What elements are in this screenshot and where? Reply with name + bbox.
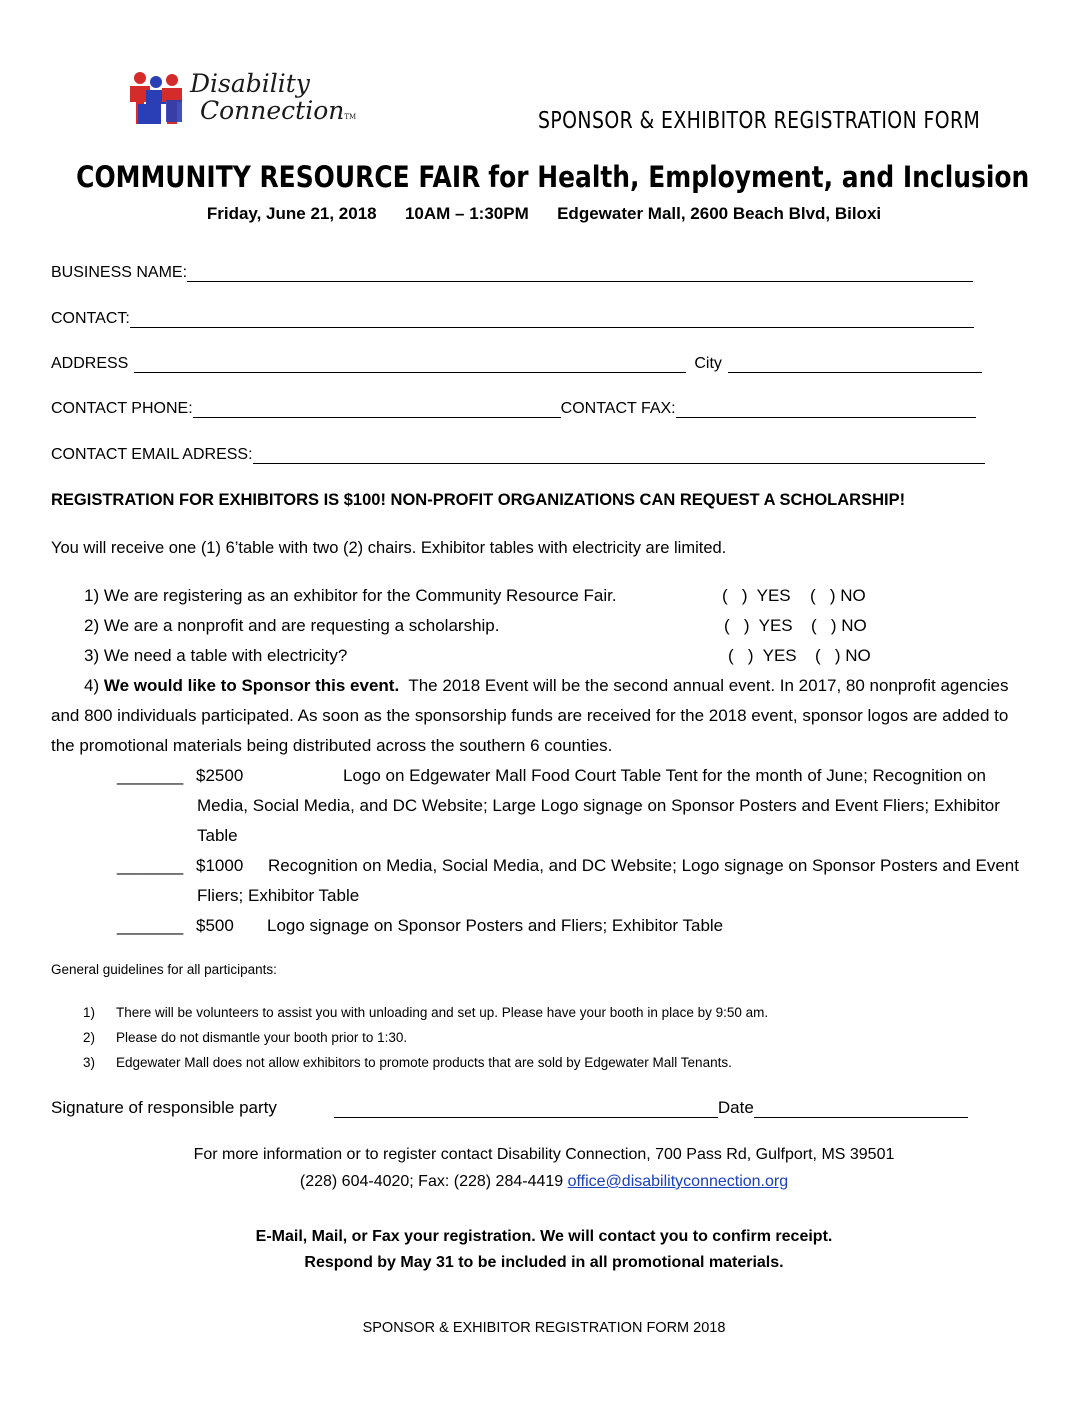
guideline-3: Edgewater Mall does not allow exhibitors to promote products that are sold by Edgewater Mall Tenants.: [116, 1055, 732, 1070]
event-time: 10AM – 1:30PM: [404, 204, 529, 223]
contact-field[interactable]: [51, 310, 974, 328]
contact-email-link[interactable]: office@disabilityconnection.org: [567, 1173, 789, 1190]
contact-fax-line[interactable]: [676, 400, 976, 418]
logo-line-1: Disability: [190, 69, 310, 98]
contact-phone-fax: (228) 604-4020; Fax: (228) 284-4419: [299, 1173, 564, 1190]
business-name-line[interactable]: [187, 264, 973, 282]
guideline-2-num: 2): [83, 1030, 96, 1045]
question-3-yes[interactable]: ( ) YES: [728, 646, 797, 665]
contact-phone-label: CONTACT PHONE:: [51, 400, 193, 417]
date-line[interactable]: [754, 1100, 968, 1118]
guideline-1: There will be volunteers to assist you with unloading and set up. Please have your booth in place by 9:50 am.: [116, 1005, 769, 1020]
sponsor-paragraph: [51, 671, 1031, 761]
tier-500-desc: Logo signage on Sponsor Posters and Fliers; Exhibitor Table: [267, 916, 724, 935]
question-1-no[interactable]: ( ) NO: [810, 586, 866, 605]
registration-note: REGISTRATION FOR EXHIBITORS IS $100! NON-PROFIT ORGANIZATIONS CAN REQUEST A SCHOLARSHIP!: [51, 491, 906, 509]
contact-email-label: CONTACT EMAIL ADRESS:: [51, 446, 253, 463]
page-footer: SPONSOR & EXHIBITOR REGISTRATION FORM 2018: [362, 1320, 726, 1336]
tier-2500-desc: Logo on Edgewater Mall Food Court Table Tent for the month of June; Recognition on Media, Social Media, and DC Website; Large Logo signage on Sponsor Posters and Event Fliers; Exhibitor Table: [197, 766, 1000, 845]
question-1: 1) We are registering as an exhibitor for the Community Resource Fair.: [84, 586, 617, 605]
guideline-1-num: 1): [83, 1005, 96, 1020]
date-label: Date: [717, 1098, 754, 1117]
tier-1000-desc: Recognition on Media, Social Media, and DC Website; Logo signage on Sponsor Posters and Event Fliers; Exhibitor Table: [197, 856, 1019, 905]
event-title: [76, 160, 1030, 194]
tier-500-amount: $500: [196, 916, 234, 935]
form-title: SPONSOR & EXHIBITOR REGISTRATION FORM: [538, 108, 981, 134]
event-location: Edgewater Mall, 2600 Beach Blvd, Biloxi: [557, 204, 882, 223]
question-3: 3) We need a table with electricity?: [84, 646, 348, 665]
closing-line-2: Respond by May 31 to be included in all promotional materials.: [304, 1254, 784, 1271]
contact-email-line[interactable]: [253, 446, 985, 464]
tier-1000-amount: $1000: [196, 856, 244, 875]
tier-500-blank[interactable]: _______: [117, 916, 184, 935]
event-title-main: COMMUNITY RESOURCE FAIR: [76, 160, 481, 194]
disability-connection-logo: [126, 68, 406, 132]
question-2-no[interactable]: ( ) NO: [811, 616, 867, 635]
guideline-2: Please do not dismantle your booth prior to 1:30.: [116, 1030, 408, 1045]
sponsor-number: 4): [84, 676, 100, 695]
puzzle-people-icon: [126, 68, 190, 130]
logo-trademark: TM: [344, 113, 357, 121]
address-label: ADDRESS: [51, 355, 129, 372]
closing-line-1: E-Mail, Mail, or Fax your registration. We will contact you to confirm receipt.: [255, 1228, 833, 1245]
signature-label: Signature of responsible party: [51, 1098, 277, 1117]
logo-wordmark: [190, 70, 356, 131]
event-title-rest: for Health, Employment, and Inclusion: [488, 160, 1030, 194]
event-info: [0, 204, 1088, 224]
logo-line-2: Connection: [200, 96, 345, 125]
contact-line-2: [0, 1173, 1088, 1191]
signature-row[interactable]: [51, 1098, 968, 1118]
tier-2500-blank[interactable]: _______: [117, 766, 184, 785]
question-2: 2) We are a nonprofit and are requesting a scholarship.: [84, 616, 500, 635]
phone-fax-field[interactable]: [51, 400, 976, 418]
guideline-3-num: 3): [83, 1055, 96, 1070]
business-name-label: BUSINESS NAME:: [51, 264, 188, 281]
sponsor-body: The 2018 Event will be the second annual event. In 2017, 80 nonprofit agencies and 800 individuals participated. As soon as the sponsorship funds are received for the 2018 event, sponsor logos are added to the promotional materials being distributed across the southern 6 counties.: [51, 676, 1009, 755]
contact-line-1: For more information or to register contact Disability Connection, 700 Pass Rd, Gulfport, MS 39501: [193, 1146, 895, 1163]
city-label: City: [694, 355, 722, 372]
question-2-yes[interactable]: ( ) YES: [724, 616, 793, 635]
contact-label: CONTACT:: [51, 310, 130, 327]
signature-line[interactable]: [334, 1100, 718, 1118]
tier-2500-amount: $2500: [196, 766, 244, 785]
guidelines-title: General guidelines for all participants:: [51, 962, 277, 977]
question-1-yes[interactable]: ( ) YES: [722, 586, 791, 605]
address-field[interactable]: [51, 355, 982, 373]
sponsor-lead: We would like to Sponsor this event.: [103, 676, 400, 695]
business-name-field[interactable]: [51, 264, 973, 282]
contact-phone-line[interactable]: [193, 400, 561, 418]
contact-fax-label: CONTACT FAX:: [560, 400, 676, 417]
contact-email-field[interactable]: [51, 446, 985, 464]
table-note: You will receive one (1) 6’table with two (2) chairs. Exhibitor tables with electricity are limited.: [51, 539, 727, 557]
contact-line[interactable]: [130, 310, 974, 328]
tier-1000-blank[interactable]: _______: [117, 856, 184, 875]
event-date: Friday, June 21, 2018: [206, 204, 377, 223]
address-line[interactable]: [134, 355, 686, 373]
city-line[interactable]: [728, 355, 982, 373]
question-3-no[interactable]: ( ) NO: [815, 646, 871, 665]
